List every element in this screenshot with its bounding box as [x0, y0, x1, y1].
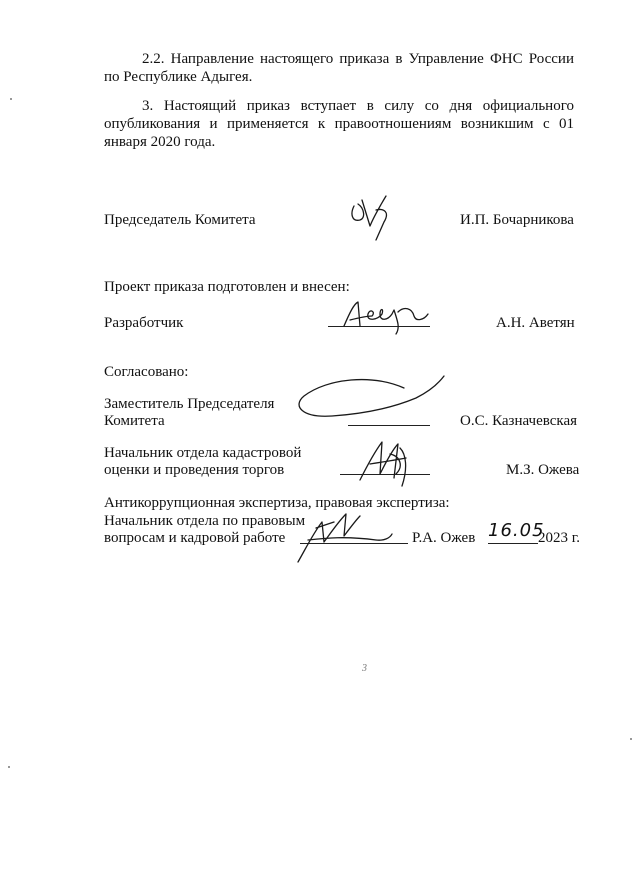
date-year: 2023 г.	[538, 530, 580, 546]
chairman-signature	[340, 186, 410, 246]
cadastral-name: М.З. Ожева	[506, 462, 580, 478]
paragraph-3: 3. Настоящий приказ вступает в силу со дня официального опубликования и применяется к правоотношениям возникшим с 01 января 2020 года.	[104, 98, 574, 150]
scan-speck	[8, 766, 10, 768]
cadastral-role-line1: Начальник отдела кадастровой	[104, 445, 302, 461]
deputy-role-line1: Заместитель Председателя	[104, 396, 275, 412]
developer-signature	[328, 292, 438, 342]
legal-name: Р.А. Ожев	[412, 530, 476, 546]
handwritten-date: 16.05	[488, 520, 545, 541]
expertise-heading: Антикоррупционная экспертиза, правовая экспертиза:	[104, 495, 450, 511]
deputy-role-line2: Комитета	[104, 413, 165, 429]
chairman-name: И.П. Бочарникова	[460, 212, 574, 228]
prepared-heading: Проект приказа подготовлен и внесен:	[104, 279, 350, 295]
agreed-heading: Согласовано:	[104, 364, 189, 380]
cadastral-signature	[350, 434, 430, 494]
cadastral-role-line2: оценки и проведения торгов	[104, 462, 285, 478]
legal-role-line2: вопросам и кадровой работе	[104, 530, 286, 546]
chairman-title: Председатель Комитета	[104, 212, 256, 228]
deputy-name: О.С. Казначевская	[460, 413, 578, 429]
page-number: 3	[362, 663, 367, 674]
legal-role-line1: Начальник отдела по правовым	[104, 513, 306, 529]
legal-signature	[286, 500, 396, 568]
developer-role: Разработчик	[104, 315, 184, 331]
paragraph-2-2: 2.2. Направление настоящего приказа в Управление ФНС России по Республике Адыгея.	[104, 51, 574, 85]
scan-speck	[10, 98, 12, 100]
developer-name: А.Н. Аветян	[496, 315, 575, 331]
date-line	[488, 543, 538, 544]
scan-speck	[630, 738, 632, 740]
deputy-signature	[288, 370, 448, 430]
